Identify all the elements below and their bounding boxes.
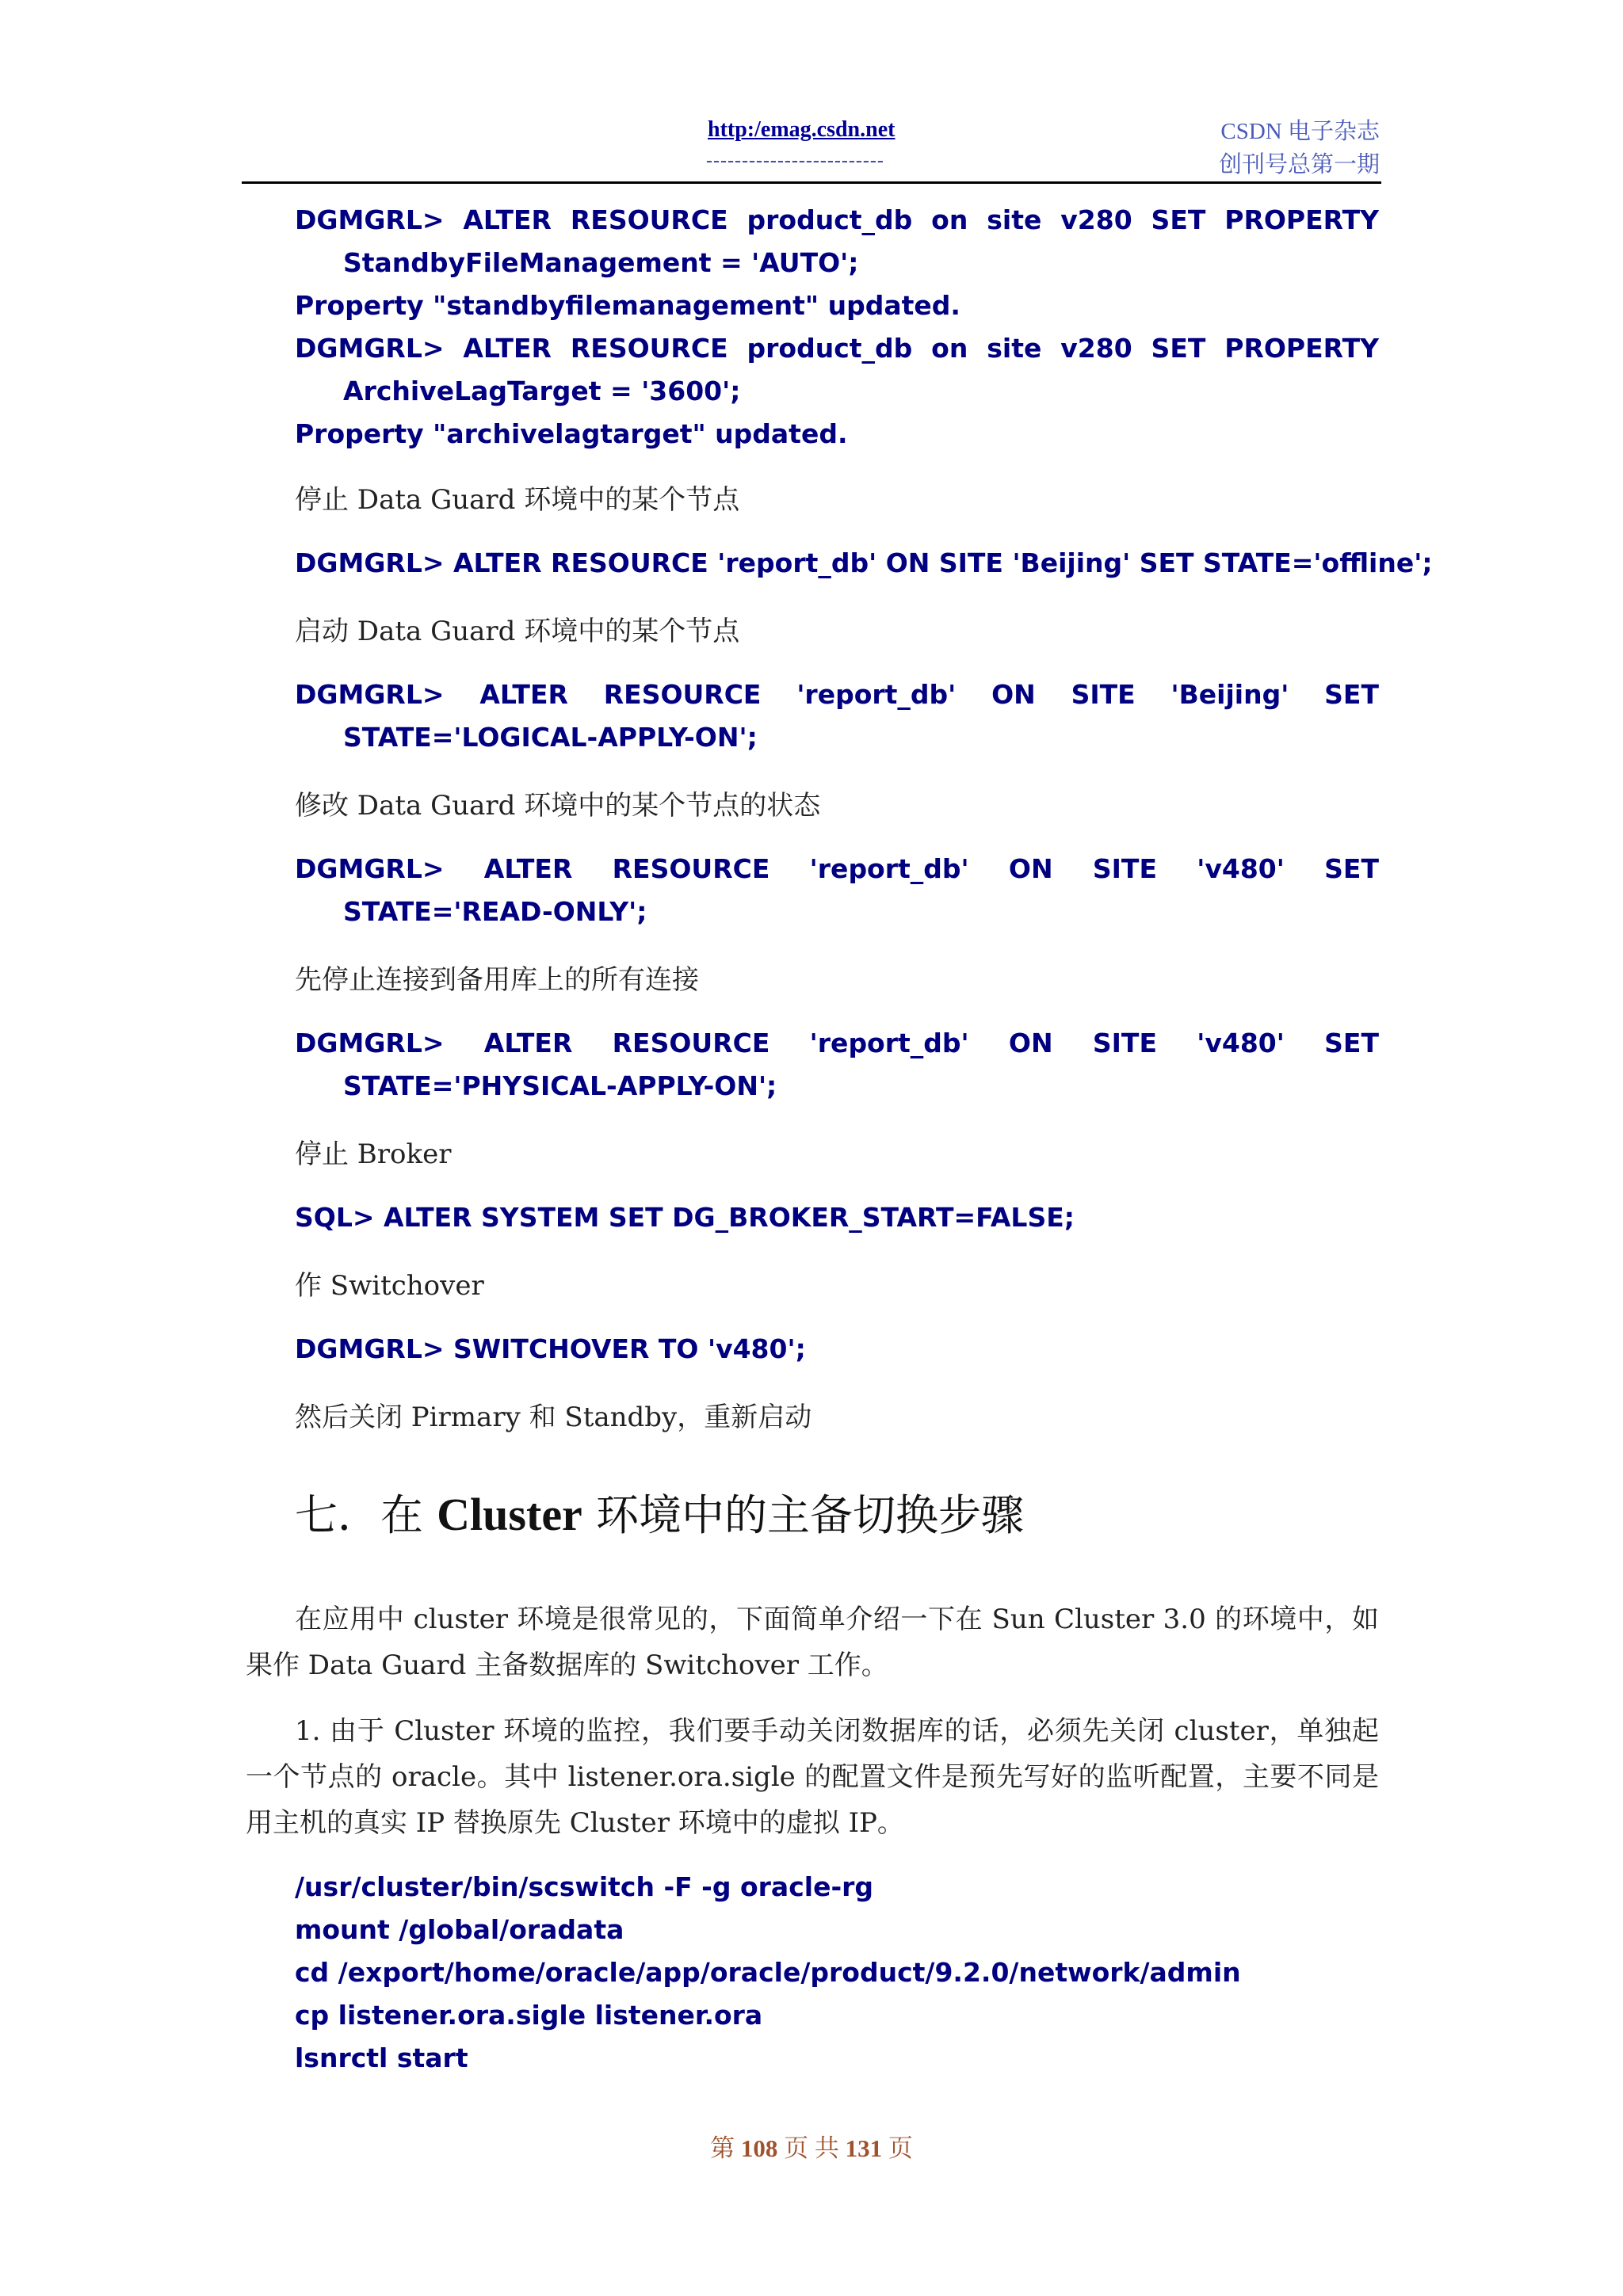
code-cmd2-line1: DGMGRL> ALTER RESOURCE product_db on site v280 SET PROPERTY (295, 333, 1379, 364)
stop-conn-label: 先停止连接到备用库上的所有连接 (295, 964, 699, 996)
header-divider (242, 181, 1381, 184)
footer-total-pages: 131 (845, 2134, 883, 2162)
header-site-link[interactable]: http:/emag.csdn.net (708, 117, 896, 142)
code-cmd1-result: Property "standbyfilemanagement" updated. (295, 290, 960, 321)
code-cmd1-line1: DGMGRL> ALTER RESOURCE product_db on site v280 SET PROPERTY (295, 204, 1379, 235)
shell-cmd: cp listener.ora.sigle listener.ora (295, 2000, 763, 2031)
header-dash-line: ------------------------- (706, 151, 884, 171)
code-cmd2-result: Property "archivelagtarget" updated. (295, 418, 848, 449)
shell-cmd: cd /export/home/oracle/app/oracle/product/9.2.0/network/admin (295, 1957, 1241, 1988)
magazine-name: CSDN 电子杂志 (1220, 119, 1380, 144)
stop-conn-cmd-line1: DGMGRL> ALTER RESOURCE 'report_db' ON SITE 'v480' SET (295, 1028, 1379, 1058)
section-title-bold: Cluster (437, 1489, 582, 1540)
stop-broker-label: 停止 Broker (295, 1138, 452, 1170)
modify-state-cmd-line1: DGMGRL> ALTER RESOURCE 'report_db' ON SITE 'v480' SET (295, 853, 1379, 884)
page-footer (0, 2128, 1623, 2164)
shell-cmd: mount /global/oradata (295, 1914, 624, 1945)
step1-paragraph: 1. 由于 Cluster 环境的监控，我们要手动关闭数据库的话，必须先关闭 cluster，单独起一个节点的 oracle。其中 listener.ora.sigle 的配置文件是预先写好的监听配置，主要不同是用主机的真实 IP 替换原先 Cluster 环境中的虚拟 IP。 (246, 1715, 1379, 1839)
modify-state-label: 修改 Data Guard 环境中的某个节点的状态 (295, 790, 821, 822)
code-cmd1-line2: StandbyFileManagement = 'AUTO'; (343, 247, 859, 278)
start-node-cmd-line1: DGMGRL> ALTER RESOURCE 'report_db' ON SITE 'Beijing' SET (295, 679, 1379, 710)
restart-label: 然后关闭 Pirmary 和 Standby，重新启动 (295, 1402, 812, 1433)
footer-mid: 页 共 (784, 2134, 839, 2162)
shell-cmd: lsnrctl start (295, 2042, 468, 2073)
stop-node-label: 停止 Data Guard 环境中的某个节点 (295, 484, 740, 516)
section-title-suffix: 环境中的主备切换步骤 (582, 1490, 1024, 1540)
switchover-cmd: DGMGRL> SWITCHOVER TO 'v480'; (295, 1333, 806, 1364)
switchover-label: 作 Switchover (295, 1270, 484, 1302)
start-node-label: 启动 Data Guard 环境中的某个节点 (295, 616, 740, 647)
issue-label: 创刊号总第一期 (1218, 152, 1380, 177)
stop-node-cmd: DGMGRL> ALTER RESOURCE 'report_db' ON SITE 'Beijing' SET STATE='offline'; (295, 547, 1433, 578)
modify-state-cmd-line2: STATE='READ-ONLY'; (343, 896, 647, 927)
stop-conn-cmd-line2: STATE='PHYSICAL-APPLY-ON'; (343, 1070, 777, 1101)
intro-paragraph: 在应用中 cluster 环境是很常见的，下面简单介绍一下在 Sun Cluster 3.0 的环境中，如果作 Data Guard 主备数据库的 Switchover 工作。 (246, 1604, 1379, 1681)
header-magazine-info (1219, 115, 1380, 181)
section-title (295, 1482, 1024, 1543)
footer-post: 页 (888, 2134, 913, 2162)
start-node-cmd-line2: STATE='LOGICAL-APPLY-ON'; (343, 722, 758, 753)
shell-cmd: /usr/cluster/bin/scswitch -F -g oracle-rg (295, 1871, 874, 1902)
footer-page-number: 108 (740, 2134, 778, 2162)
footer-pre: 第 (710, 2134, 735, 2162)
stop-broker-cmd: SQL> ALTER SYSTEM SET DG_BROKER_START=FALSE; (295, 1202, 1075, 1233)
code-cmd2-line2: ArchiveLagTarget = '3600'; (343, 376, 741, 406)
section-title-prefix: 七．在 (295, 1490, 437, 1540)
